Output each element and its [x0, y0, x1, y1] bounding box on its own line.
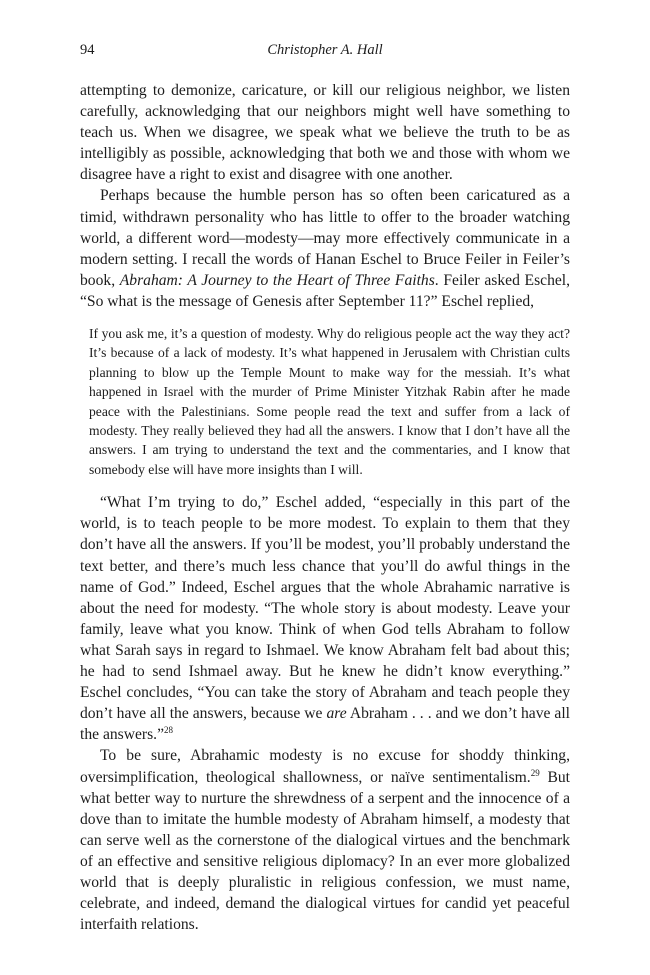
text-run: Perhaps because the humble person has so often been caricatured as a timid, withdrawn personality who has little to offer to the broader watching world, a different word—modesty—may more effectively communicate in a modern setting. I recall the words of Hanan Eschel to Bruce Feiler in Feiler’s book,: [80, 187, 570, 289]
footnote-ref: 28: [164, 725, 173, 736]
paragraph: [80, 80, 570, 185]
page-header: [80, 42, 570, 64]
paragraph: [80, 745, 570, 935]
italic-text: are: [326, 705, 347, 723]
text-run: Abraham . . . and we don’t have all the answers.”: [80, 705, 571, 744]
page-body: [80, 80, 570, 935]
text-run: “What I’m trying to do,” Eschel added, “especially in this part of the world, is to teach people to be more modest. To explain to them that they don’t have all the answers. If you’ll be modest, you’ll probably understand the text better, and there’s much less chance that you’ll do awful things in the name of God.” Indeed, Eschel argues that the whole Abrahamic narrative is about the need for modesty. “The whole story is about modesty. Leave your family, leave what you know. Think of when God tells Abraham to follow what Sarah says in regard to Ishmael. We know Abraham felt bad about this; he had to send Ishmael away. But he knew he didn’t know everything.” Eschel concludes, “You can take the story of Abraham and teach people they don’t have all the answers, because we: [80, 494, 570, 723]
text-run: To be sure, Abrahamic modesty is no excuse for shoddy thinking, oversimplification, theological shallowness, or naïve sentimentalism.: [80, 747, 570, 786]
italic-text: Abraham: A Journey to the Heart of Three Faiths: [119, 271, 435, 289]
block-quote: If you ask me, it’s a question of modesty. Why do religious people act the way they act? It’s because of a lack of modesty. It’s what happened in Jerusalem with Christian cults planning to blow up the Temple Mount to make way for the messiah. It’s what happened in Israel with the murder of Prime Minister Yitzhak Rabin after he made peace with the Palestinians. Some people read the text and suffer from a lack of modesty. They really believed they had all the answers. I know that I don’t have all the answers. I am trying to understand the text and the commentaries, and I know that somebody else will have more insights than I will.: [89, 326, 570, 477]
text-run: But what better way to nurture the shrewdness of a serpent and the innocence of a dove than to imitate the humble modesty of Abraham himself, a modesty that can serve well as the cornerstone of the dialogical virtues and the benchmark of an effective and sensitive religious diplomacy? In an ever more globalized world that is deeply pluralistic in religious confession, we must name, celebrate, and indeed, demand the dialogical virtues for candid yet peaceful interfaith relations.: [80, 768, 570, 934]
text-run: . Feiler asked Eschel, “So what is the message of Genesis after September 11?” Eschel replied,: [80, 271, 571, 310]
footnote-ref: 29: [530, 767, 540, 778]
page-number: 94: [80, 42, 95, 58]
paragraph: [80, 492, 570, 745]
text-run: attempting to demonize, caricature, or kill our religious neighbor, we listen carefully, acknowledging that our neighbors might well have something to teach us. When we disagree, we speak what we believe the truth to be as intelligibly as possible, acknowledging that both we and those with whom we disagree have a right to exist and disagree with one another.: [80, 82, 570, 184]
paragraph: [80, 185, 570, 312]
running-head: Christopher A. Hall: [267, 42, 383, 58]
